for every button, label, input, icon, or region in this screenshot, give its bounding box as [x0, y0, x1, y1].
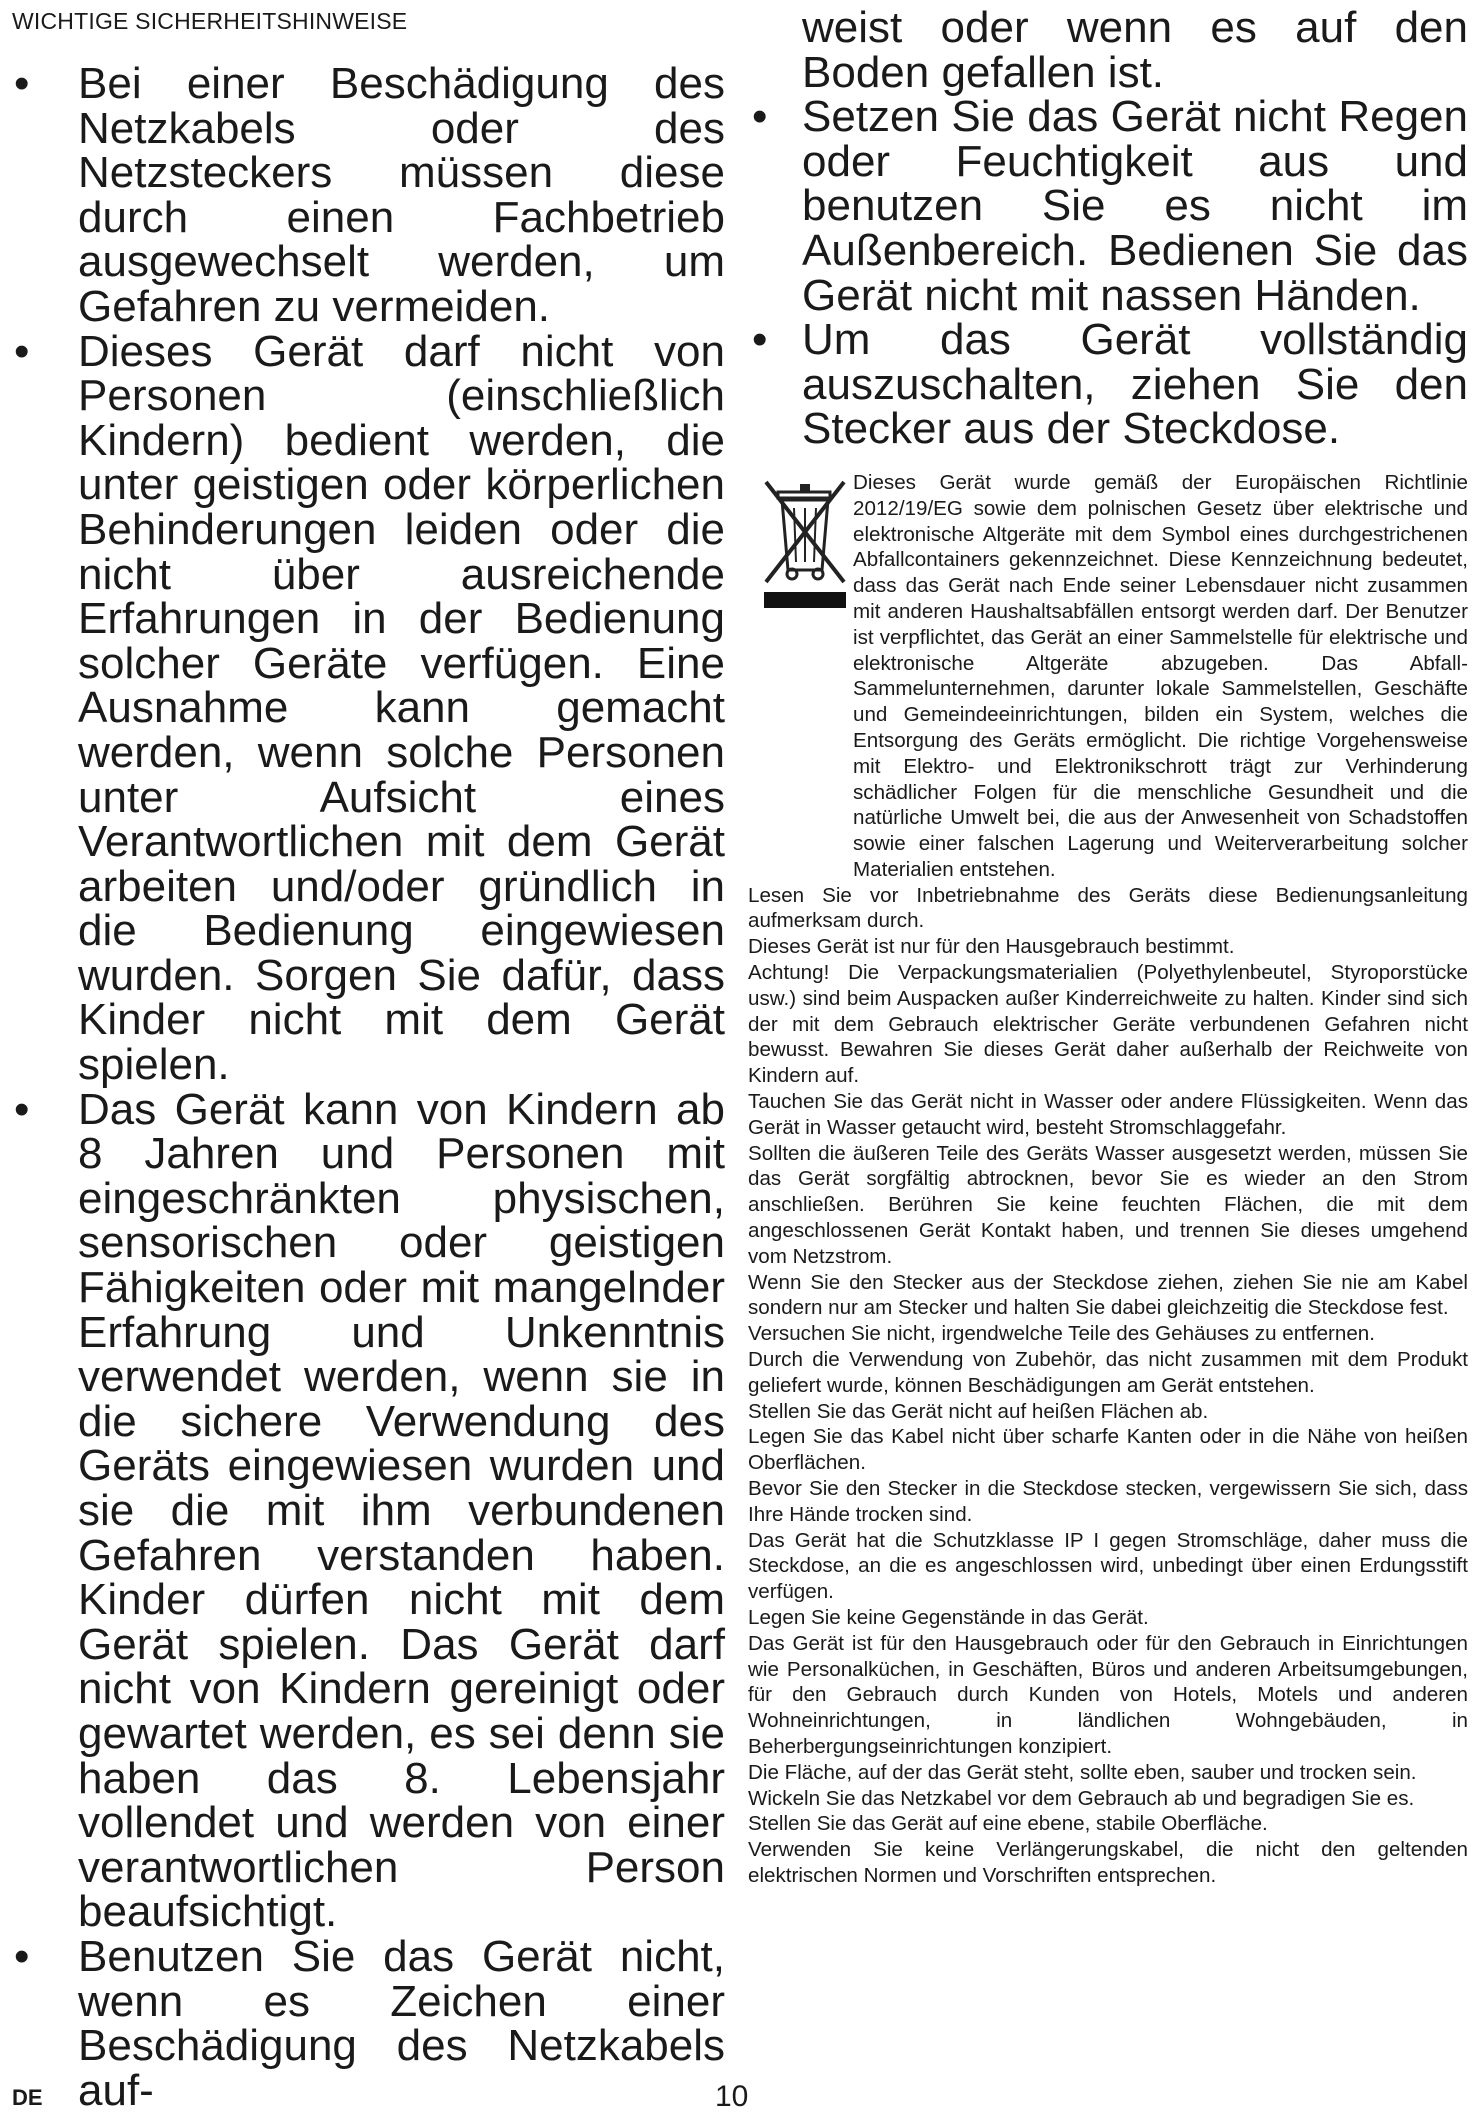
- bullet-persons-with-disabilities: • Dieses Gerät darf nicht von Personen (einschließlich Kindern) bedient werden, die unter geistigen oder körperlichen Behinderungen leiden oder die nicht über ausreichende Erfahrungen in der Bedienung solcher Geräte verfügen. Eine Ausnahme kann gemacht werden, wenn solche Personen unter Aufsicht eines Verantwortlichen mit dem Gerät arbeiten und/oder gründlich in die Bedienung eingewiesen wurden. Sorgen Sie dafür, dass Kinder nicht mit dem Gerät spielen.: [10, 330, 725, 1088]
- bullet-continuation: weist oder wenn es auf den Boden gefallen ist.: [802, 3, 1468, 97]
- instruction-surface: Die Fläche, auf der das Gerät steht, sollte eben, sauber und trocken sein.: [748, 1760, 1417, 1784]
- crossed-out-wheelie-bin-icon: [756, 474, 854, 612]
- instruction-extension-cords: Verwenden Sie keine Verlängerungskabel, die nicht den geltenden elektrischen Normen und Vorschriften entsprechen.: [748, 1838, 1468, 1887]
- left-column: [10, 59, 725, 2115]
- safety-bullet-list: [10, 59, 725, 2115]
- instruction-dry-hands: Bevor Sie den Stecker in die Steckdose stecken, vergewissern Sie sich, dass Ihre Hände trocken sind.: [748, 1477, 1468, 1526]
- language-label: DE: [12, 2085, 43, 2110]
- bullet-power-cord-damage: • Bei einer Beschädigung des Netzkabels oder des Netzsteckers müssen diese durch einen Fachbetrieb ausgewechselt werden, um Gefahren zu vermeiden.: [10, 62, 725, 330]
- instruction-no-objects: Legen Sie keine Gegenstände in das Gerät.: [748, 1606, 1149, 1629]
- instruction-unwind-cable: Wickeln Sie das Netzkabel vor dem Gebrauch ab und begradigen Sie es.: [748, 1786, 1415, 1810]
- instruction-stable-surface: Stellen Sie das Gerät auf eine ebene, stabile Oberfläche.: [748, 1812, 1268, 1836]
- right-column: [748, 3, 1468, 1889]
- bullet-children-age-8: • Das Gerät kann von Kindern ab 8 Jahren und Personen mit eingeschränkten physischen, sensorischen oder geistigen Fähigkeiten oder mit mangelnder Erfahrung und Unkenntnis verwendet werden, wenn sie in die sichere Verwendung des Geräts eingewiesen wurden und sie die mit ihm verbundenen Gefahren verstanden haben. Kinder dürfen nicht mit dem Gerät spielen. Das Gerät darf nicht von Kindern gereinigt oder gewartet werden, es sei denn sie haben das 8. Lebensjahr vollendet und werden von einer verantwortlichen Person beaufsichtigt.: [10, 1088, 725, 1935]
- instruction-housing: Versuchen Sie nicht, irgendwelche Teile des Gehäuses zu entfernen.: [748, 1322, 1375, 1346]
- instruction-no-immersion: Tauchen Sie das Gerät nicht in Wasser oder andere Flüssigkeiten. Wenn das Gerät in Wasser getaucht wird, besteht Stromschlaggefahr.: [748, 1090, 1468, 1139]
- bullet-do-not-use-if-damaged: • Benutzen Sie das Gerät nicht, wenn es Zeichen einer Beschädigung des Netzkabels auf-: [10, 1935, 725, 2113]
- bullet-unplug: • Um das Gerät vollständig auszuschalten, ziehen Sie den Stecker aus der Steckdose.: [748, 318, 1468, 452]
- safety-bullet-list-right: [748, 92, 1468, 454]
- bullet-rain-moisture: • Setzen Sie das Gerät nicht Regen oder Feuchtigkeit aus und benutzen Sie es nicht im Außenbereich. Bedienen Sie das Gerät nicht mit nassen Händen.: [748, 95, 1468, 318]
- page-header: WICHTIGE SICHERHEITSHINWEISE: [12, 8, 408, 34]
- weee-notice: Dieses Gerät wurde gemäß der Europäischen Richtlinie 2012/19/EG sowie dem polnischen Gesetz über elektrische und elektronische Altgeräte mit dem Symbol eines durchgestrichenen Abfallcontainers gekennzeichnet. Diese Kennzeichnung bedeutet, dass das Gerät nach Ende seiner Lebensdauer nicht zusammen mit anderen Haushaltsabfällen entsorgt werden darf. Der Benutzer ist verpflichtet, das Gerät an einer Sammelstelle für elektrische und elektronische Altgeräte abzugeben. Das Abfall-Sammelunternehmen, darunter lokale Sammelstellen, Geschäfte und Gemeindeeinrichtungen, bilden ein System, welches die Entsorgung des Geräts ermöglicht. Die richtige Vorgehensweise mit Elektro- und Elektronikschrott trägt zur Verhinderung schädlicher Folgen für die menschliche Gesundheit und die natürliche Umwelt bei, die aus der Anwesenheit von Schadstoffen sowie einer falschen Lagerung und Weiterverarbeitung solcher Materialien entstehen.: [853, 470, 1468, 881]
- instruction-accessories: Durch die Verwendung von Zubehör, das nicht zusammen mit dem Produkt geliefert wurde, können Beschädigungen am Gerät entstehen.: [748, 1348, 1468, 1397]
- instruction-intended-use: Das Gerät ist für den Hausgebrauch oder für den Gebrauch in Einrichtungen wie Personalküchen, in Geschäften, Büros und anderen Arbeitsumgebungen, für den Gebrauch durch Kunden von Hotels, Motels und anderen Wohneinrichtungen, in ländlichen Wohngebäuden, in Beherbergungseinrichtungen konzipiert.: [748, 1631, 1468, 1758]
- instructions-block: [748, 883, 1468, 1889]
- instruction-protection-class: Das Gerät hat die Schutzklasse IP I gegen Stromschläge, daher muss die Steckdose, an die es angeschlossen wird, unbedingt über einen Erdungsstift verfügen.: [748, 1528, 1468, 1604]
- page-number: 10: [715, 2080, 749, 2113]
- instruction-dry-parts: Sollten die äußeren Teile des Geräts Wasser ausgesetzt werden, müssen Sie das Gerät sorgfältig abtrocknen, bevor Sie es wieder an den Strom anschließen. Berühren Sie keine feuchten Flächen, die mit dem angeschlossenen Gerät Kontakt haben, und trennen Sie dieses umgehend vom Netzstrom.: [748, 1141, 1468, 1268]
- instruction-unplug-properly: Wenn Sie den Stecker aus der Steckdose ziehen, ziehen Sie nie am Kabel sondern nur am Stecker und halten Sie dabei gleichzeitig die Steckdose fest.: [748, 1270, 1468, 1320]
- instruction-hot-surfaces: Stellen Sie das Gerät nicht auf heißen Flächen ab.: [748, 1399, 1209, 1423]
- instruction-household-use: Dieses Gerät ist nur für den Hausgebrauch bestimmt.: [748, 935, 1235, 959]
- weee-section: [748, 470, 1468, 883]
- instruction-read-manual: Lesen Sie vor Inbetriebnahme des Geräts diese Bedienungsanleitung aufmerksam durch.: [748, 883, 1468, 933]
- instruction-packaging-warning: Achtung! Die Verpackungsmaterialien (Polyethylenbeutel, Styroporstücke usw.) sind beim Auspacken außer Kinderreichweite zu halten. Kinder sind sich der mit dem Gebrauch elektrischer Geräte verbundenen Gefahren nicht bewusst. Bewahren Sie dieses Gerät daher außerhalb der Reichweite von Kindern auf.: [748, 961, 1468, 1088]
- instruction-cable-edges: Legen Sie das Kabel nicht über scharfe Kanten oder in die Nähe von heißen Oberflächen.: [748, 1425, 1468, 1475]
